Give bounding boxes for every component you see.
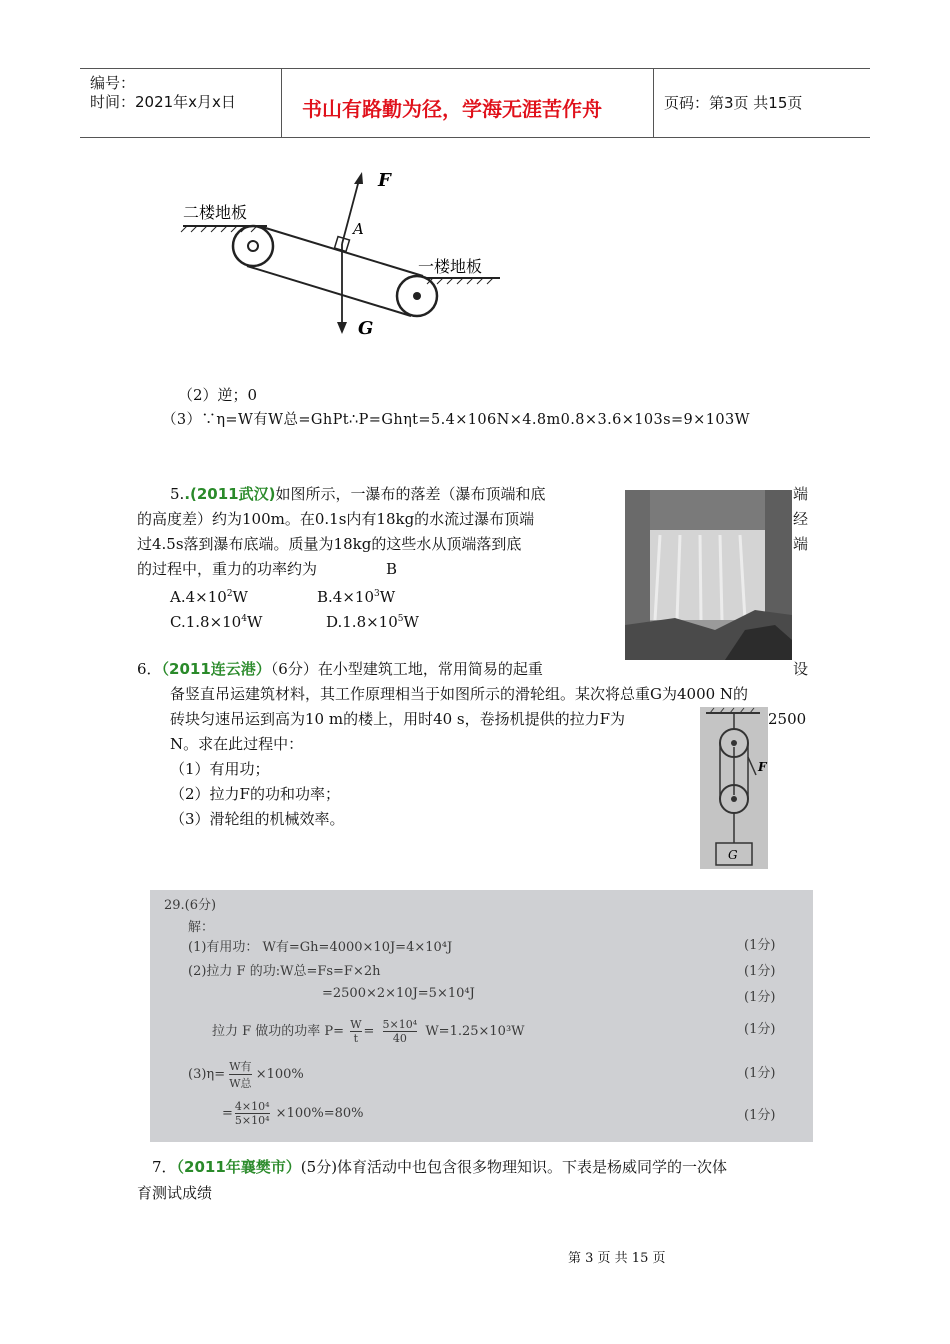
q5-answer: B (386, 560, 398, 578)
q6-sub1: （1）有用功； (170, 760, 270, 778)
solution-photo (150, 890, 813, 1142)
q5-text: 如图所示，一瀑布的落差（瀑布顶端和底 (275, 485, 546, 503)
q5-line1 (170, 482, 546, 507)
number-label: 编号： (90, 74, 136, 92)
q6-line2: 备竖直吊运建筑材料，其工作原理相当于如图所示的滑轮组。某次将总重G为4000 N的 (170, 685, 749, 703)
q7-line2: 育测试成绩 (137, 1184, 213, 1202)
header-divider (653, 69, 654, 137)
solution-title: 29.(6分) (164, 898, 217, 913)
q5-line4: 的过程中，重力的功率约为 (137, 560, 318, 578)
header-divider (281, 69, 282, 137)
q5-line2-end: 经 (793, 510, 809, 528)
solution-line4: 拉力 F 做功的功率 P= $\frac{W}{t}$ = $\frac{\text{5×10⁴}}{40}$ W=1.25×10³W (212, 1018, 525, 1045)
score-mark: (1分) (744, 1108, 776, 1123)
score-mark: (1分) (744, 938, 776, 953)
waterfall-photo (625, 490, 792, 660)
date-label: 时间：2021年x月x日 (90, 93, 236, 111)
pulley-force-label: F (758, 760, 767, 774)
q6-line3-end: 2500 (768, 710, 807, 728)
force-label: F (378, 170, 391, 191)
solution-line2: (2)拉力 F 的功:W总=Fs=F×2h (188, 964, 381, 979)
score-mark: (1分) (744, 964, 776, 979)
solution-line3: =2500×2×10J=5×10⁴J (322, 986, 475, 1001)
q6-text: （6分）在小型建筑工地，常用简易的起重 (270, 660, 543, 678)
q5-line3-end: 端 (793, 535, 809, 553)
q5-option-a: $A.4\times 10^2W$ (170, 588, 248, 606)
page-header (80, 68, 870, 138)
q5-line3: 过4.5s落到瀑布底端。质量为18kg的这些水从顶端落到底 (137, 535, 522, 553)
q5-line2: 的高度差）约为100m。在0.1s内有18kg的水流过瀑布顶端 (137, 510, 535, 528)
q7-text: (5分)体育活动中也包含很多物理知识。下表是杨威同学的一次体 (300, 1158, 728, 1176)
solution-line6: = $\frac{\text{4×10⁴}}{\text{5×10⁴}}$ ×100%=80% (222, 1100, 364, 1127)
q6-line3: 砖块匀速吊运到高为10 m的楼上，用时40 s，卷扬机提供的拉力F为 (170, 710, 626, 728)
q5-option-c: $C.1.8\times 10^4W$ (170, 613, 263, 631)
solution-line5: (3)η= W有 W总 ×100% (188, 1060, 304, 1090)
q7-number: 7． (152, 1158, 177, 1176)
answer-2: （2）逆；0 (178, 386, 258, 404)
q6-source: （2011连云港） (161, 660, 271, 678)
page-label: 页码：第3页 共15页 (664, 94, 803, 112)
q7-line1 (152, 1155, 727, 1180)
answer-3: （3）∵η=W有W总=GhPt∴P=Ghηt=5.4×106N×4.8m0.8×3.6×103s=9×103W (162, 412, 750, 428)
pulley-weight-label: G (728, 848, 738, 862)
q6-sub3: （3）滑轮组的机械效率。 (170, 810, 345, 828)
q6-number: 6． (137, 660, 162, 678)
floor1-label: 一楼地板 (418, 257, 483, 276)
q6-line4: N。求在此过程中： (170, 735, 304, 753)
header-motto: 书山有路勤为径，学海无涯苦作舟 (302, 97, 602, 121)
score-mark: (1分) (744, 1022, 776, 1037)
conveyor-figure (175, 160, 515, 350)
solution-intro: 解： (188, 920, 215, 935)
gravity-label: G (358, 318, 374, 339)
q5-option-d: $D.1.8\times 10^5W$ (326, 613, 419, 631)
q7-source: （2011年襄樊市） (176, 1158, 301, 1176)
solution-line1: (1)有用功： W有=Gh=4000×10J=4×10⁴J (188, 940, 453, 955)
floor2-label: 二楼地板 (183, 203, 248, 222)
score-mark: (1分) (744, 990, 776, 1005)
score-mark: (1分) (744, 1066, 776, 1081)
point-label: A (353, 220, 364, 238)
q5-option-b: $B.4\times 10^3W$ (317, 588, 396, 606)
q6-line1 (137, 657, 543, 682)
pulley-figure (700, 707, 768, 869)
page-footer: 第 3 页 共 15 页 (568, 1251, 666, 1266)
q5-source: .(2011武汉) (184, 485, 276, 503)
q5-line1-end: 端 (793, 485, 809, 503)
q6-sub2: （2）拉力F的功和功率； (170, 785, 340, 803)
q6-line1-end: 设 (793, 660, 809, 678)
q5-number: 5. (170, 485, 185, 503)
